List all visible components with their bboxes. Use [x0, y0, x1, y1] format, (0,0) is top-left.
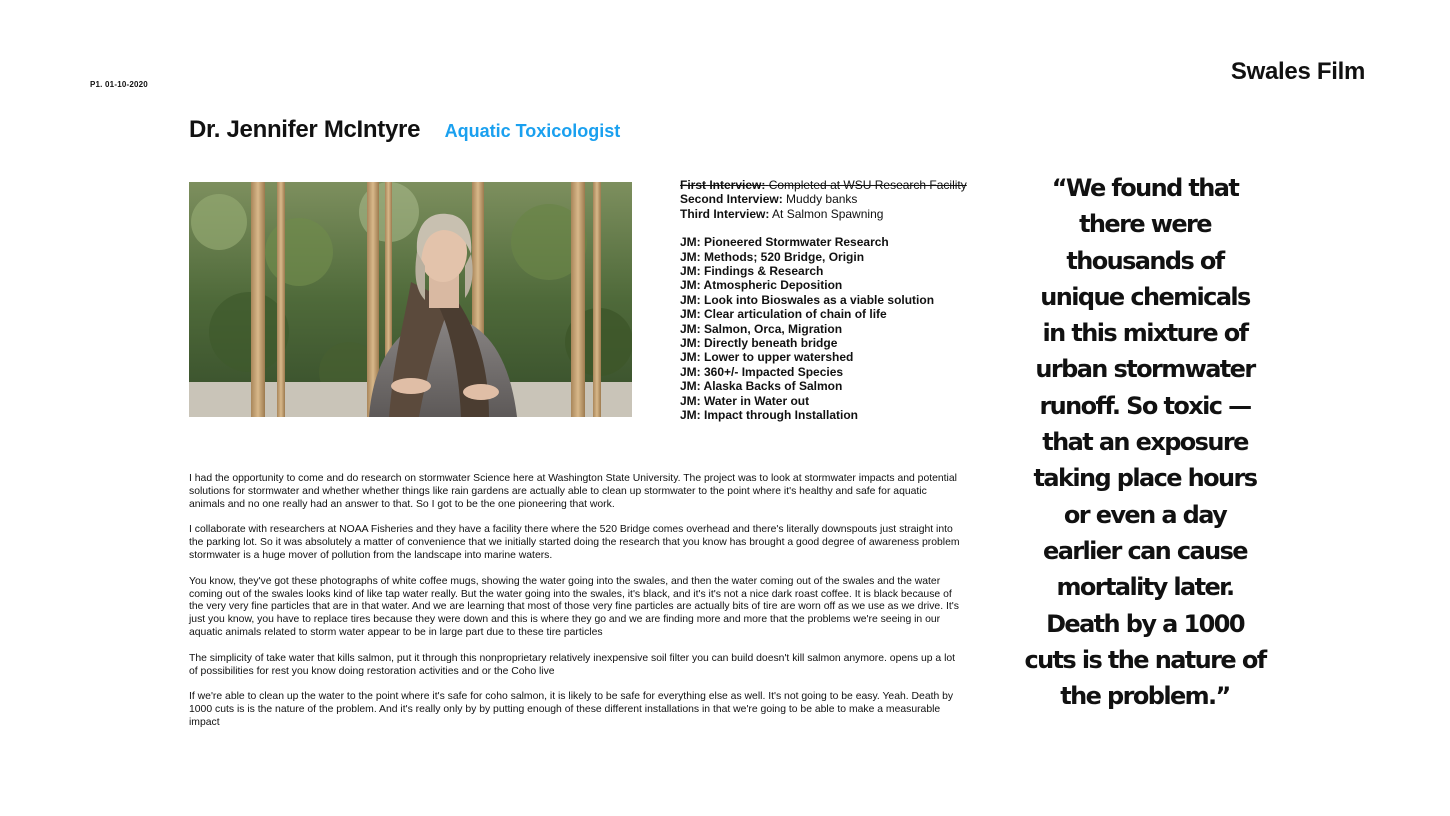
quote-line: cuts is the nature of	[1024, 645, 1266, 674]
transcript-paragraph: I collaborate with researchers at NOAA Fisheries and they have a facility there where the 520 Bridge comes overhead and there's literally downspouts just straight into the parking lot. So it was absolutely a matter of convenience that we initially started doing the research that you know has brought a good degree of awareness problem stormwater is a huge mover of pollution from the landscape into marine waters.	[189, 524, 960, 562]
topic-list	[680, 235, 1000, 422]
pull-quote	[1022, 170, 1268, 714]
quote-line: in this mixture of	[1042, 319, 1248, 348]
quote-line: mortality later.	[1056, 573, 1234, 602]
interview-line-second: Second Interview: Muddy banks	[680, 192, 858, 207]
topic-item: JM: Methods; 520 Bridge, Origin	[680, 249, 865, 264]
interview-notes	[680, 178, 1000, 423]
quote-line: thousands of	[1066, 246, 1224, 275]
topic-item: JM: Pioneered Stormwater Research	[680, 235, 889, 250]
quote-line: “We found that	[1051, 174, 1239, 202]
person-role: Aquatic Toxicologist	[444, 121, 621, 141]
topic-item: JM: Findings & Research	[680, 264, 824, 279]
transcript-paragraph: If we're able to clean up the water to the point where it's safe for coho salmon, it is likely to be safe for everything else as well. It's not going to be easy. Yeah. Death by 1000 cuts is is the nature of the problem. And it's really only by by putting enough of these different installations in that we're going to be able to make a measurable impact	[189, 691, 954, 728]
transcript-paragraph: You know, they've got these photographs of white coffee mugs, showing the water going into the swales, and then the water coming out of the swales and the water coming out of the swales looks kind of like tap water really. But the water going into the swales, it's black, and it's it's not a nice dark roast coffee. It is black because of the very very fine particles that are in that water. And we are learning that most of those very fine particles are actually bits of tire are worn off as we use as we drive. It's just you know, you have to replace tires because they were down and this is where they go and we are finding more and more that the problems we're seeing in our aquatic animals related to storm water appear to be in large part due to these tire particles	[189, 575, 959, 639]
person-name: Dr. Jennifer McIntyre	[189, 116, 421, 143]
topic-item: JM: Directly beneath bridge	[680, 336, 838, 351]
topic-item: JM: 360+/- Impacted Species	[680, 364, 844, 379]
topic-item: JM: Water in Water out	[680, 393, 810, 408]
quote-line: runoff. So toxic —	[1039, 391, 1251, 420]
quote-line: there were	[1079, 210, 1211, 239]
interview-transcript	[189, 473, 961, 742]
person-header	[189, 116, 620, 144]
quote-line: urban stormwater	[1035, 355, 1255, 384]
topic-item: JM: Impact through Installation	[680, 408, 859, 423]
quote-line: taking place hours	[1033, 464, 1257, 493]
topic-item: JM: Atmospheric Deposition	[680, 278, 843, 293]
quote-line: the problem.”	[1060, 682, 1230, 711]
interview-photo	[189, 182, 632, 417]
interview-line-first: First Interview: Completed at WSU Research Facility	[680, 178, 967, 192]
transcript-paragraph: The simplicity of take water that kills salmon, put it through this nonproprietary relatively inexpensive soil filter you can build doesn't kill salmon anymore. opens up a lot of possibilities for rest you know doing restoration activities and or the Coho live	[189, 652, 956, 677]
brand-title: Swales Film	[1230, 58, 1365, 85]
quote-line: unique chemicals	[1040, 282, 1250, 311]
topic-item: JM: Lower to upper watershed	[680, 350, 854, 365]
topic-item: JM: Look into Bioswales as a viable solution	[680, 292, 935, 307]
page-reference: P1. 01-10-2020	[90, 80, 148, 89]
transcript-paragraph: I had the opportunity to come and do research on stormwater Science here at Washington State University. The project was to look at stormwater impacts and potential solutions for stormwater and whether whether things like rain gardens are actually able to clean up stormwater to the point where it's healthy and safe for aquatic animals and no one really had an answer to that. So I got to be the one pioneering that work.	[189, 473, 957, 510]
quote-line: Death by a 1000	[1046, 609, 1244, 638]
interview-line-third: Third Interview: At Salmon Spawning	[680, 206, 884, 221]
quote-line: or even a day	[1063, 500, 1227, 529]
topic-item: JM: Clear articulation of chain of life	[680, 307, 887, 322]
topic-item: JM: Alaska Backs of Salmon	[680, 379, 843, 394]
topic-item: JM: Salmon, Orca, Migration	[680, 321, 843, 336]
quote-line: earlier can cause	[1043, 536, 1247, 565]
quote-line: that an exposure	[1042, 428, 1248, 457]
